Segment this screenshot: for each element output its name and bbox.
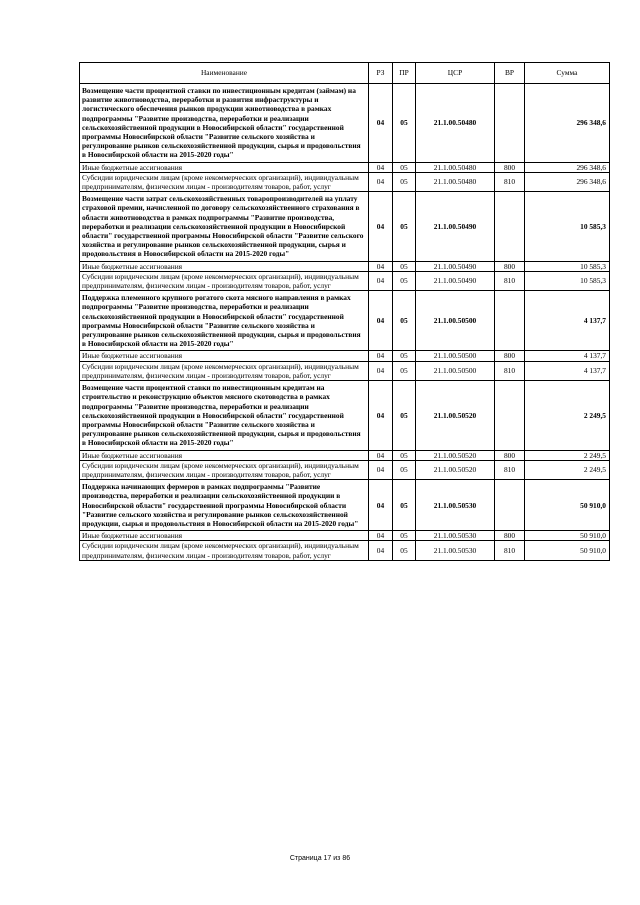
cell-csr: 21.1.00.50530 [416,541,495,560]
cell-sum: 10 585,3 [525,261,610,271]
table-row [80,162,610,172]
cell-vr: 800 [495,351,525,361]
cell-vr [495,84,525,163]
cell-name: Иные бюджетные ассигнования [80,531,369,541]
cell-sum: 296 348,6 [525,84,610,163]
cell-rz: 04 [369,460,393,479]
cell-csr: 21.1.00.50490 [416,271,495,290]
cell-csr: 21.1.00.50490 [416,192,495,261]
table-row [80,351,610,361]
header-vr: ВР [495,63,525,84]
cell-rz: 04 [369,172,393,191]
cell-name: Возмещение части затрат сельскохозяйственных товаропроизводителей на уплату страховой премии, начисленной по договору сельскохозяйственного страхования в области животноводства в рамках подпрограммы "Развитие производства, переработки и реализации сельскохозяйственной продукции в Новосибирской области" государственной программы Новосибирской области "Развитие сельского хозяйства и регулирование рынков сельскохозяйственной продукции, сырья и продовольствия в Новосибирской области на 2015-2020 годы" [80,192,369,261]
table-row [80,531,610,541]
cell-sum: 10 585,3 [525,271,610,290]
cell-rz: 04 [369,541,393,560]
cell-sum: 4 137,7 [525,361,610,380]
cell-name: Субсидии юридическим лицам (кроме некоммерческих организаций), индивидуальным предпринимателям, физическим лицам - производителям товаров, работ, услуг [80,541,369,560]
table-row [80,84,610,163]
cell-rz: 04 [369,480,393,531]
cell-sum: 50 910,0 [525,480,610,531]
header-name: Наименование [80,63,369,84]
cell-pr: 05 [393,162,416,172]
cell-rz: 04 [369,531,393,541]
cell-sum: 4 137,7 [525,351,610,361]
cell-rz: 04 [369,271,393,290]
cell-name: Субсидии юридическим лицам (кроме некоммерческих организаций), индивидуальным предпринимателям, физическим лицам - производителям товаров, работ, услуг [80,172,369,191]
cell-csr: 21.1.00.50480 [416,84,495,163]
cell-rz: 04 [369,361,393,380]
cell-rz: 04 [369,450,393,460]
table-row [80,291,610,351]
cell-rz: 04 [369,291,393,351]
cell-csr: 21.1.00.50530 [416,531,495,541]
cell-csr: 21.1.00.50520 [416,460,495,479]
cell-csr: 21.1.00.50520 [416,450,495,460]
budget-table [79,62,610,561]
cell-csr: 21.1.00.50520 [416,381,495,450]
cell-sum: 2 249,5 [525,381,610,450]
cell-csr: 21.1.00.50530 [416,480,495,531]
table-row [80,381,610,450]
cell-vr: 810 [495,541,525,560]
cell-pr: 05 [393,381,416,450]
header-rz: РЗ [369,63,393,84]
table-row [80,450,610,460]
cell-name: Возмещение части процентной ставки по инвестиционным кредитам на строительство и реконструкцию объектов мясного скотоводства в рамках подпрограммы "Развитие производства, переработки и реализации сельскохозяйственной продукции в Новосибирской области" государственной программы Новосибирской области "Развитие сельского хозяйства и регулирование рынков сельскохозяйственной продукции, сырья и продовольствия в Новосибирской области на 2015-2020 годы" [80,381,369,450]
cell-pr: 05 [393,291,416,351]
cell-pr: 05 [393,271,416,290]
page-footer: Страница 17 из 86 [289,855,351,862]
cell-vr [495,192,525,261]
cell-name: Субсидии юридическим лицам (кроме некоммерческих организаций), индивидуальным предпринимателям, физическим лицам - производителям товаров, работ, услуг [80,271,369,290]
table-row [80,261,610,271]
cell-pr: 05 [393,361,416,380]
cell-rz: 04 [369,84,393,163]
cell-name: Иные бюджетные ассигнования [80,450,369,460]
cell-vr: 800 [495,261,525,271]
cell-name: Субсидии юридическим лицам (кроме некоммерческих организаций), индивидуальным предпринимателям, физическим лицам - производителям товаров, работ, услуг [80,460,369,479]
cell-pr: 05 [393,172,416,191]
table-row [80,192,610,261]
cell-name: Субсидии юридическим лицам (кроме некоммерческих организаций), индивидуальным предпринимателям, физическим лицам - производителям товаров, работ, услуг [80,361,369,380]
cell-sum: 2 249,5 [525,460,610,479]
cell-vr: 800 [495,162,525,172]
cell-name: Иные бюджетные ассигнования [80,351,369,361]
cell-csr: 21.1.00.50480 [416,172,495,191]
table-body [80,84,610,561]
cell-sum: 2 249,5 [525,450,610,460]
cell-rz: 04 [369,162,393,172]
cell-rz: 04 [369,192,393,261]
cell-vr: 810 [495,271,525,290]
cell-vr: 800 [495,450,525,460]
cell-vr: 810 [495,361,525,380]
header-sum: Сумма [525,63,610,84]
cell-vr: 800 [495,531,525,541]
cell-rz: 04 [369,381,393,450]
cell-pr: 05 [393,531,416,541]
cell-vr: 810 [495,460,525,479]
cell-name: Иные бюджетные ассигнования [80,162,369,172]
header-csr: ЦСР [416,63,495,84]
cell-vr [495,381,525,450]
cell-csr: 21.1.00.50480 [416,162,495,172]
cell-rz: 04 [369,261,393,271]
table-row [80,480,610,531]
cell-name: Иные бюджетные ассигнования [80,261,369,271]
cell-sum: 10 585,3 [525,192,610,261]
table-row [80,271,610,290]
cell-name: Поддержка начинающих фермеров в рамках подпрограммы "Развитие производства, переработки и реализации сельскохозяйственной продукции в Новосибирской области" государственной программы Новосибирской области "Развитие сельского хозяйства и регулирование рынков сельскохозяйственной продукции, сырья и продовольствия в Новосибирской области на 2015-2020 годы" [80,480,369,531]
cell-name: Поддержка племенного крупного рогатого скота мясного направления в рамках подпрограммы "Развитие производства, переработки и реализации сельскохозяйственной продукции в Новосибирской области" государственной программы Новосибирской области "Развитие сельского хозяйства и регулирование рынков сельскохозяйственной продукции, сырья и продовольствия в Новосибирской области на 2015-2020 годы" [80,291,369,351]
cell-sum: 50 910,0 [525,541,610,560]
table-row [80,460,610,479]
cell-csr: 21.1.00.50500 [416,291,495,351]
cell-pr: 05 [393,460,416,479]
cell-rz: 04 [369,351,393,361]
table-row [80,172,610,191]
cell-sum: 50 910,0 [525,531,610,541]
cell-csr: 21.1.00.50490 [416,261,495,271]
cell-vr: 810 [495,172,525,191]
table-header-row [80,63,610,84]
cell-pr: 05 [393,192,416,261]
cell-pr: 05 [393,84,416,163]
cell-sum: 296 348,6 [525,162,610,172]
cell-vr [495,480,525,531]
cell-pr: 05 [393,261,416,271]
cell-csr: 21.1.00.50500 [416,361,495,380]
cell-pr: 05 [393,480,416,531]
cell-sum: 4 137,7 [525,291,610,351]
cell-name: Возмещение части процентной ставки по инвестиционным кредитам (займам) на развитие животноводства, переработки и развития инфраструктуры и логистического обеспечения рынков продукции животноводства в рамках подпрограммы "Развитие производства, переработки и реализации сельскохозяйственной продукции в Новосибирской области" государственной программы Новосибирской области "Развитие сельского хозяйства и регулирование рынков сельскохозяйственной продукции, сырья и продовольствия в Новосибирской области на 2015-2020 годы" [80,84,369,163]
cell-pr: 05 [393,541,416,560]
cell-pr: 05 [393,351,416,361]
table-row [80,361,610,380]
cell-pr: 05 [393,450,416,460]
cell-vr [495,291,525,351]
table-row [80,541,610,560]
header-pr: ПР [393,63,416,84]
cell-sum: 296 348,6 [525,172,610,191]
cell-csr: 21.1.00.50500 [416,351,495,361]
